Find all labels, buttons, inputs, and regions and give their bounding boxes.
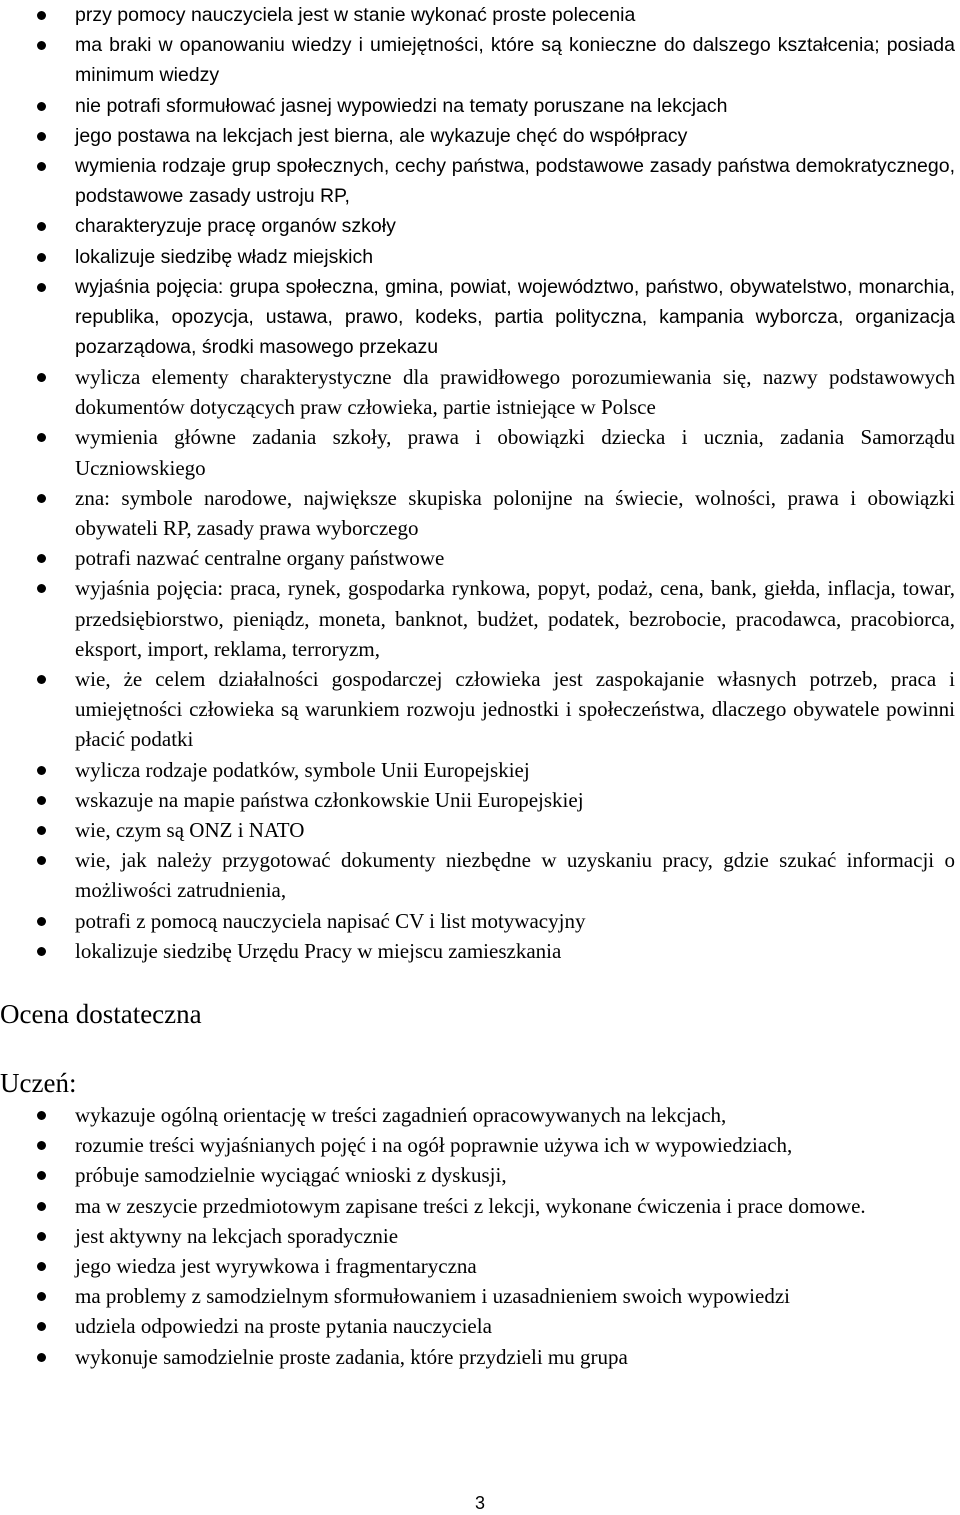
list-item: ma problemy z samodzielnym sformułowaniem i uzasadnieniem swoich wypowiedzi xyxy=(0,1281,955,1311)
page-number: 3 xyxy=(474,1493,485,1513)
bullet-icon xyxy=(37,1141,46,1150)
bullet-icon xyxy=(37,1202,46,1211)
bullet-icon xyxy=(37,41,46,50)
list-item: wylicza elementy charakterystyczne dla prawidłowego porozumiewania się, nazwy podstawowych dokumentów dotyczących praw człowieka, partie istniejące w Polsce xyxy=(0,362,955,422)
bullet-icon xyxy=(37,1292,46,1301)
bullet-icon xyxy=(37,102,46,111)
list-item: wie, jak należy przygotować dokumenty niezbędne w uzyskaniu pracy, gdzie szukać informacji o możliwości zatrudnienia, xyxy=(0,845,955,905)
bullet-icon xyxy=(37,856,46,865)
list-item: wymienia rodzaje grup społecznych, cechy państwa, podstawowe zasady państwa demokratycznego, podstawowe zasady ustroju RP, xyxy=(0,151,955,211)
bullet-icon xyxy=(37,222,46,231)
bullet-icon xyxy=(37,253,46,262)
list-item: wskazuje na mapie państwa członkowskie Unii Europejskiej xyxy=(0,785,955,815)
criteria-list-bottom xyxy=(0,1100,955,1372)
bullet-icon xyxy=(37,584,46,593)
bullet-icon xyxy=(37,433,46,442)
list-item: jego postawa na lekcjach jest bierna, ale wykazuje chęć do współpracy xyxy=(0,121,955,151)
list-item: wykazuje ogólną orientację w treści zagadnień opracowywanych na lekcjach, xyxy=(0,1100,955,1130)
grade-heading: Ocena dostateczna xyxy=(0,999,202,1029)
list-item: wie, czym są ONZ i NATO xyxy=(0,815,955,845)
list-item: wykonuje samodzielnie proste zadania, które przydzieli mu grupa xyxy=(0,1342,955,1372)
list-item: przy pomocy nauczyciela jest w stanie wykonać proste polecenia xyxy=(0,0,955,30)
student-heading: Uczeń: xyxy=(0,1068,77,1098)
bullet-icon xyxy=(37,132,46,141)
list-item: ma w zeszycie przedmiotowym zapisane treści z lekcji, wykonane ćwiczenia i prace domowe. xyxy=(0,1191,955,1221)
criteria-list-middle xyxy=(0,362,955,966)
list-item: udziela odpowiedzi na proste pytania nauczyciela xyxy=(0,1311,955,1341)
list-item: zna: symbole narodowe, największe skupiska polonijne na świecie, wolności, prawa i obowiązki obywateli RP, zasady prawa wyborczego xyxy=(0,483,955,543)
bullet-icon xyxy=(37,554,46,563)
bullet-icon xyxy=(37,283,46,292)
list-item: jego wiedza jest wyrywkowa i fragmentaryczna xyxy=(0,1251,955,1281)
list-item: ma braki w opanowaniu wiedzy i umiejętności, które są konieczne do dalszego kształcenia; posiada minimum wiedzy xyxy=(0,30,955,90)
bullet-icon xyxy=(37,494,46,503)
bullet-icon xyxy=(37,826,46,835)
bullet-icon xyxy=(37,11,46,20)
bullet-icon xyxy=(37,675,46,684)
bullet-icon xyxy=(37,1322,46,1331)
list-item: wyjaśnia pojęcia: praca, rynek, gospodarka rynkowa, popyt, podaż, cena, bank, giełda, inflacja, towar, przedsiębiorstwo, pieniądz, moneta, banknot, budżet, podatek, bezrobocie, pracodawca, pracobiorca, eksport, import, reklama, terroryzm, xyxy=(0,573,955,664)
list-item: potrafi nazwać centralne organy państwowe xyxy=(0,543,955,573)
bullet-icon xyxy=(37,766,46,775)
list-item: charakteryzuje pracę organów szkoły xyxy=(0,211,955,241)
bullet-icon xyxy=(37,1171,46,1180)
list-item: rozumie treści wyjaśnianych pojęć i na ogół poprawnie używa ich w wypowiedziach, xyxy=(0,1130,955,1160)
list-item: nie potrafi sformułować jasnej wypowiedzi na tematy poruszane na lekcjach xyxy=(0,91,955,121)
list-item: jest aktywny na lekcjach sporadycznie xyxy=(0,1221,955,1251)
list-item: lokalizuje siedzibę Urzędu Pracy w miejscu zamieszkania xyxy=(0,936,955,966)
bullet-icon xyxy=(37,1232,46,1241)
list-item: wylicza rodzaje podatków, symbole Unii Europejskiej xyxy=(0,755,955,785)
list-item: próbuje samodzielnie wyciągać wnioski z dyskusji, xyxy=(0,1160,955,1190)
list-item: wyjaśnia pojęcia: grupa społeczna, gmina, powiat, województwo, państwo, obywatelstwo, monarchia, republika, opozycja, ustawa, prawo, kodeks, partia polityczna, kampania wyborcza, organizacja pozarządowa, środki masowego przekazu xyxy=(0,272,955,363)
criteria-list-top xyxy=(0,0,955,362)
list-item: potrafi z pomocą nauczyciela napisać CV i list motywacyjny xyxy=(0,906,955,936)
bullet-icon xyxy=(37,917,46,926)
bullet-icon xyxy=(37,796,46,805)
bullet-icon xyxy=(37,1111,46,1120)
list-item: wymienia główne zadania szkoły, prawa i obowiązki dziecka i ucznia, zadania Samorządu Uczniowskiego xyxy=(0,422,955,482)
list-item: lokalizuje siedzibę władz miejskich xyxy=(0,242,955,272)
bullet-icon xyxy=(37,373,46,382)
list-item: wie, że celem działalności gospodarczej człowieka jest zaspokajanie własnych potrzeb, praca i umiejętności człowieka są warunkiem rozwoju jednostki i społeczeństwa, dlaczego obywatele powinni płacić podatki xyxy=(0,664,955,755)
bullet-icon xyxy=(37,947,46,956)
bullet-icon xyxy=(37,1262,46,1271)
bullet-icon xyxy=(37,1353,46,1362)
bullet-icon xyxy=(37,162,46,171)
